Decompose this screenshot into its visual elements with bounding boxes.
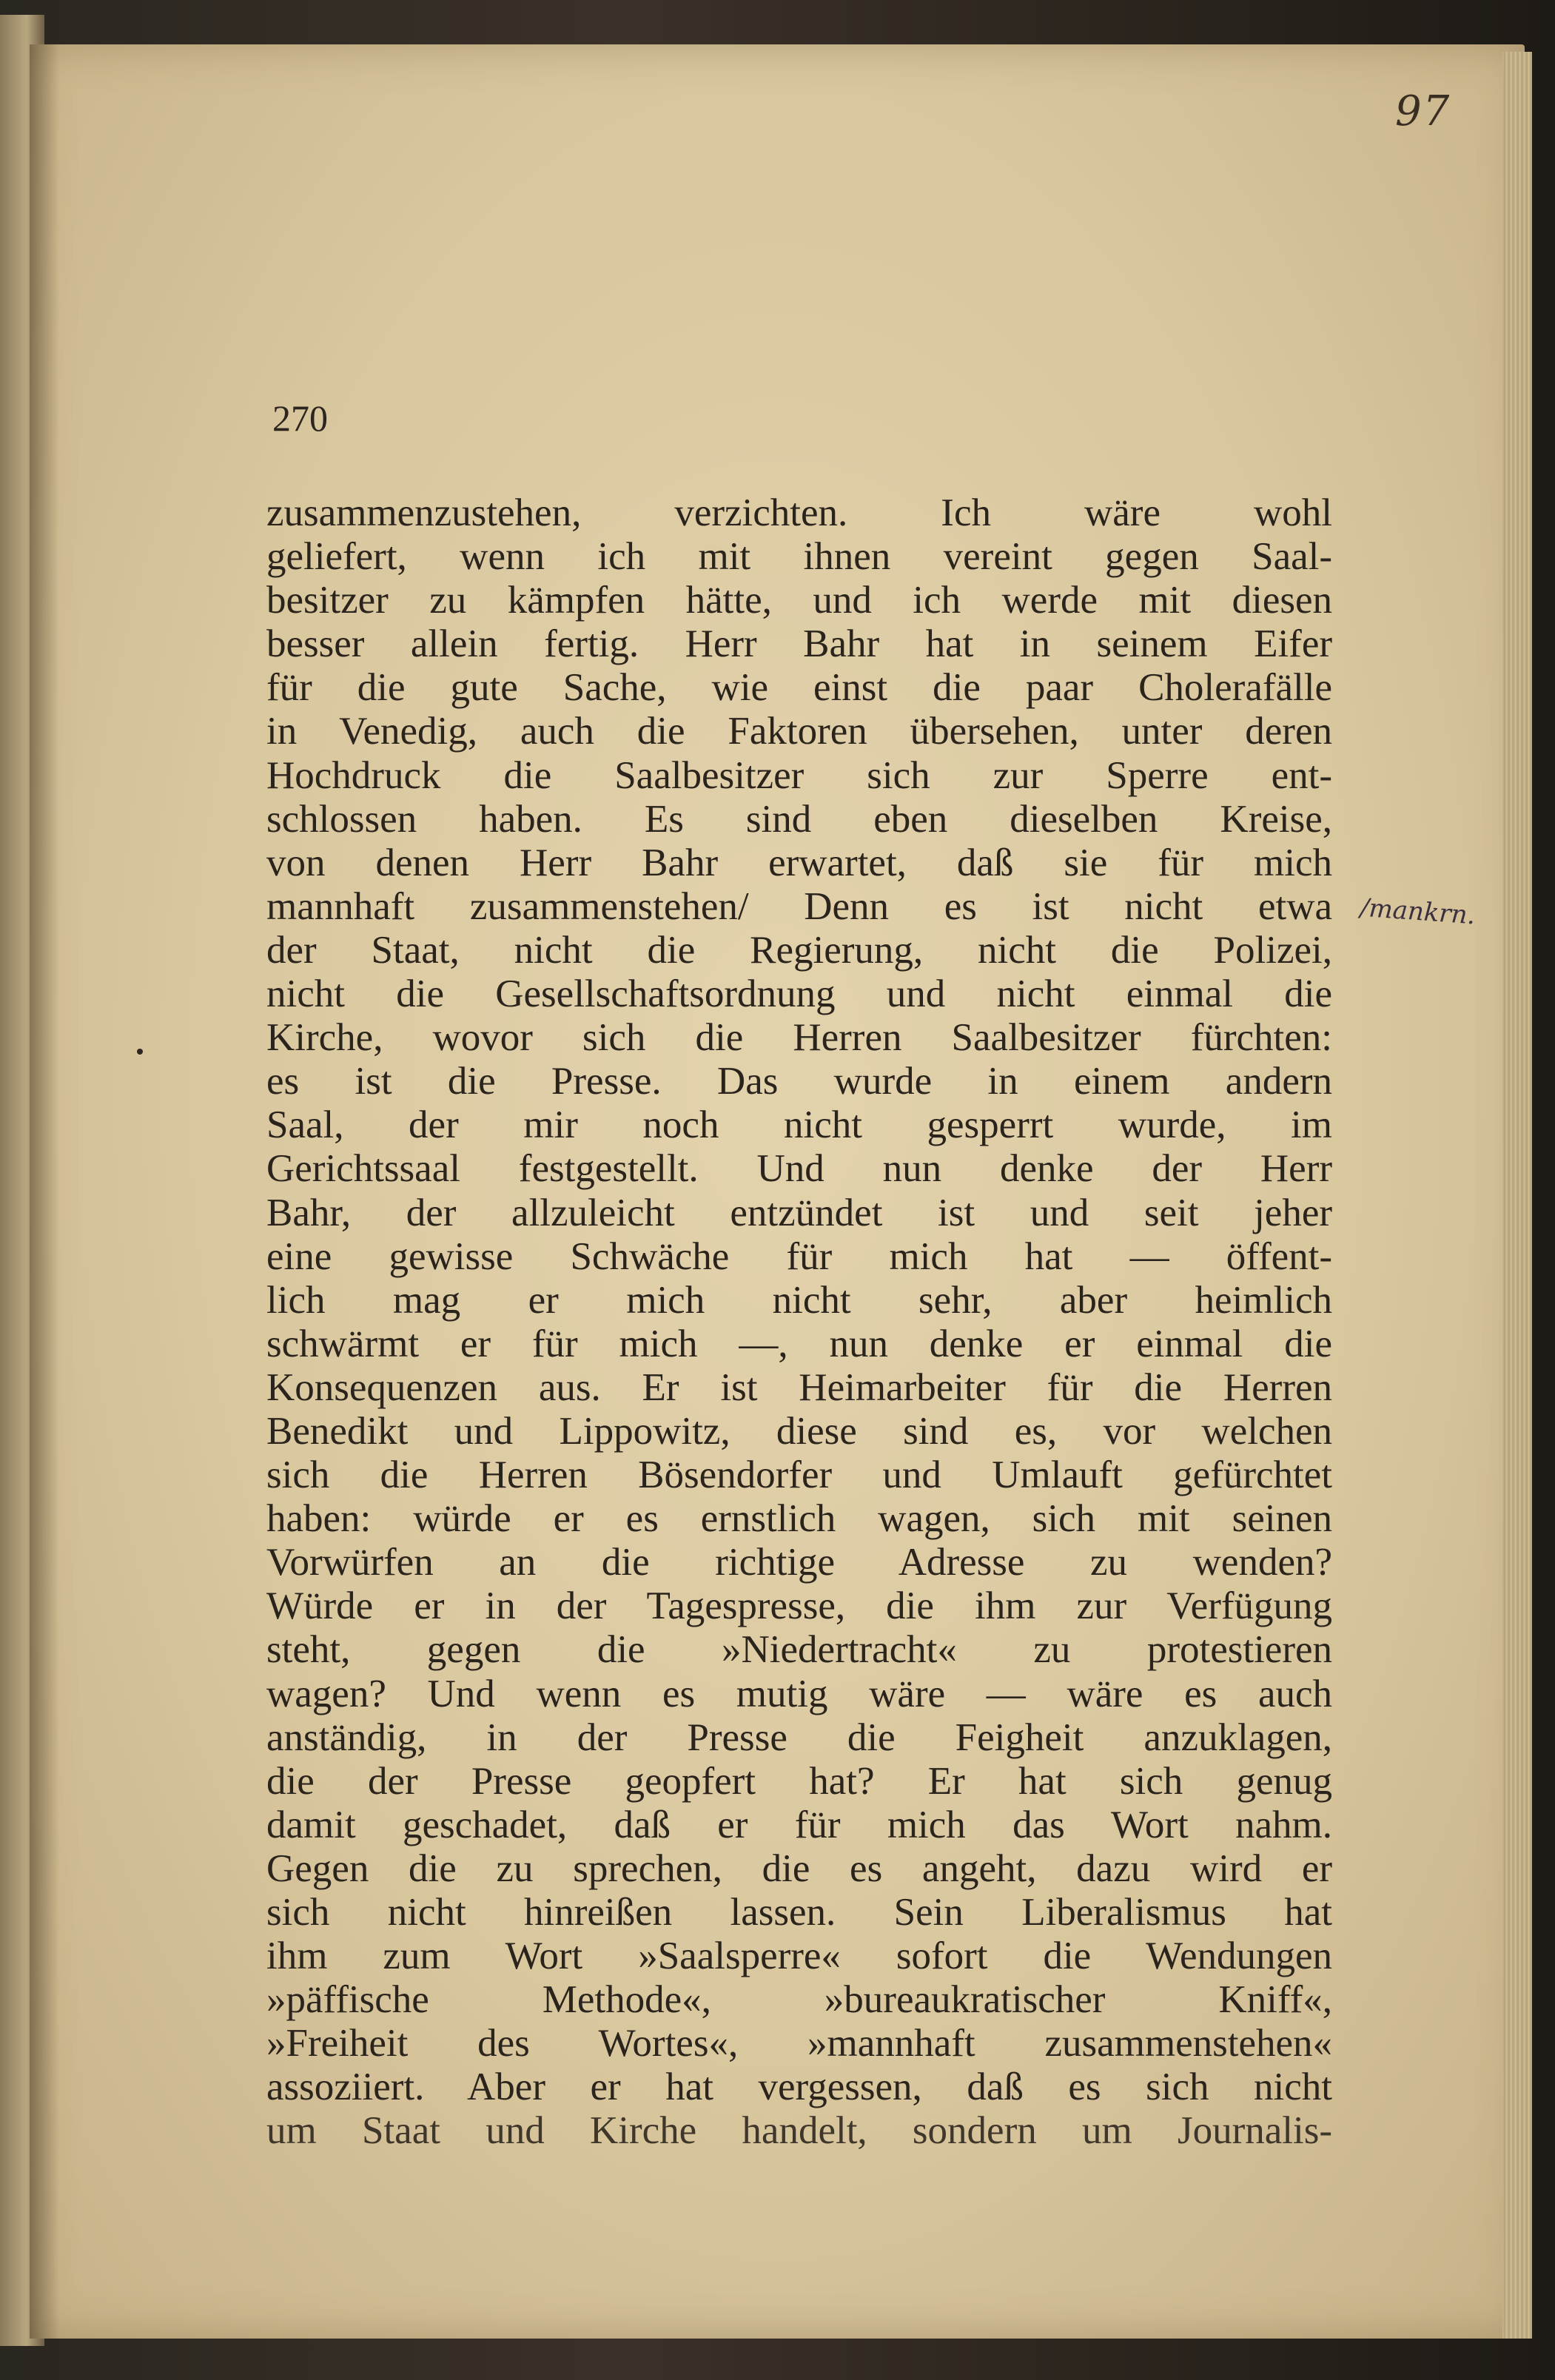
text-line: sich die Herren Bösendorfer und Umlauft gefürchtet	[266, 1453, 1332, 1497]
text-line: wagen? Und wenn es mutig wäre — wäre es auch	[266, 1672, 1332, 1715]
text-line: Benedikt und Lippowitz, diese sind es, vor welchen	[266, 1409, 1332, 1453]
text-line: die der Presse geopfert hat? Er hat sich genug	[266, 1759, 1332, 1803]
text-line: geliefert, wenn ich mit ihnen vereint gegen Saal-	[266, 535, 1332, 579]
text-line: assoziiert. Aber er hat vergessen, daß es sich nicht	[266, 2065, 1332, 2109]
text-line: sich nicht hinreißen lassen. Sein Liberalismus hat	[266, 1891, 1332, 1934]
ink-speck	[137, 1049, 143, 1055]
text-line: damit geschadet, daß er für mich das Wort nahm.	[266, 1803, 1332, 1846]
text-line: Bahr, der allzuleicht entzündet ist und seit jeher	[266, 1191, 1332, 1234]
page-stack-edge	[1502, 52, 1532, 2339]
text-line: es ist die Presse. Das wurde in einem andern	[266, 1060, 1332, 1103]
text-line: zusammenzustehen, verzichten. Ich wäre wohl	[266, 491, 1332, 534]
text-line: für die gute Sache, wie einst die paar Cholerafälle	[266, 666, 1332, 710]
text-line: anständig, in der Presse die Feigheit anzuklagen,	[266, 1715, 1332, 1759]
handwritten-folio-number: 97	[1395, 87, 1451, 135]
text-line: Saal, der mir noch nicht gesperrt wurde, im	[266, 1103, 1332, 1147]
text-line: schlossen haben. Es sind eben dieselben Kreise,	[266, 797, 1332, 841]
text-line: Vorwürfen an die richtige Adresse zu wenden?	[266, 1541, 1332, 1584]
text-line: nicht die Gesellschaftsordnung und nicht einmal die	[266, 972, 1332, 1016]
text-line: Gegen die zu sprechen, die es angeht, dazu wird er	[266, 1846, 1332, 1890]
text-line: besser allein fertig. Herr Bahr hat in seinem Eifer	[266, 622, 1332, 666]
text-line: Kirche, wovor sich die Herren Saalbesitzer fürchten:	[266, 1016, 1332, 1060]
text-line: »Freiheit des Wortes«, »mannhaft zusammenstehen«	[266, 2022, 1332, 2065]
text-line: schwärmt er für mich —, nun denke er einmal die	[266, 1322, 1332, 1365]
text-line: mannhaft zusammenstehen/ Denn es ist nicht etwa	[266, 884, 1332, 928]
text-line: Konsequenzen aus. Er ist Heimarbeiter für die Herren	[266, 1365, 1332, 1409]
text-line: Gerichtssaal festgestellt. Und nun denke der Herr	[266, 1147, 1332, 1191]
text-line: der Staat, nicht die Regierung, nicht die Polizei,	[266, 928, 1332, 972]
text-line: Würde er in der Tagespresse, die ihm zur Verfügung	[266, 1584, 1332, 1628]
spine-shadow	[30, 44, 59, 2339]
text-line: Hochdruck die Saalbesitzer sich zur Sperre ent-	[266, 753, 1332, 797]
page-number: 270	[272, 397, 328, 439]
text-line: in Venedig, auch die Faktoren übersehen, unter deren	[266, 710, 1332, 753]
text-line: von denen Herr Bahr erwartet, daß sie für mich	[266, 841, 1332, 884]
text-line: lich mag er mich nicht sehr, aber heimlich	[266, 1278, 1332, 1322]
handwritten-margin-note: /mankrn.	[1359, 892, 1477, 931]
text-line: eine gewisse Schwäche für mich hat — öffent-	[266, 1234, 1332, 1278]
text-line: steht, gegen die »Niedertracht« zu protestieren	[266, 1628, 1332, 1672]
text-line: haben: würde er es ernstlich wagen, sich mit seinen	[266, 1497, 1332, 1541]
text-line: ihm zum Wort »Saalsperre« sofort die Wendungen	[266, 1934, 1332, 1978]
text-line: »päffische Methode«, »bureaukratischer Kniff«,	[266, 1978, 1332, 2022]
text-line: um Staat und Kirche handelt, sondern um Journalis-	[266, 2109, 1332, 2153]
text-line: besitzer zu kämpfen hätte, und ich werde mit diesen	[266, 579, 1332, 622]
body-text	[266, 491, 1332, 2154]
